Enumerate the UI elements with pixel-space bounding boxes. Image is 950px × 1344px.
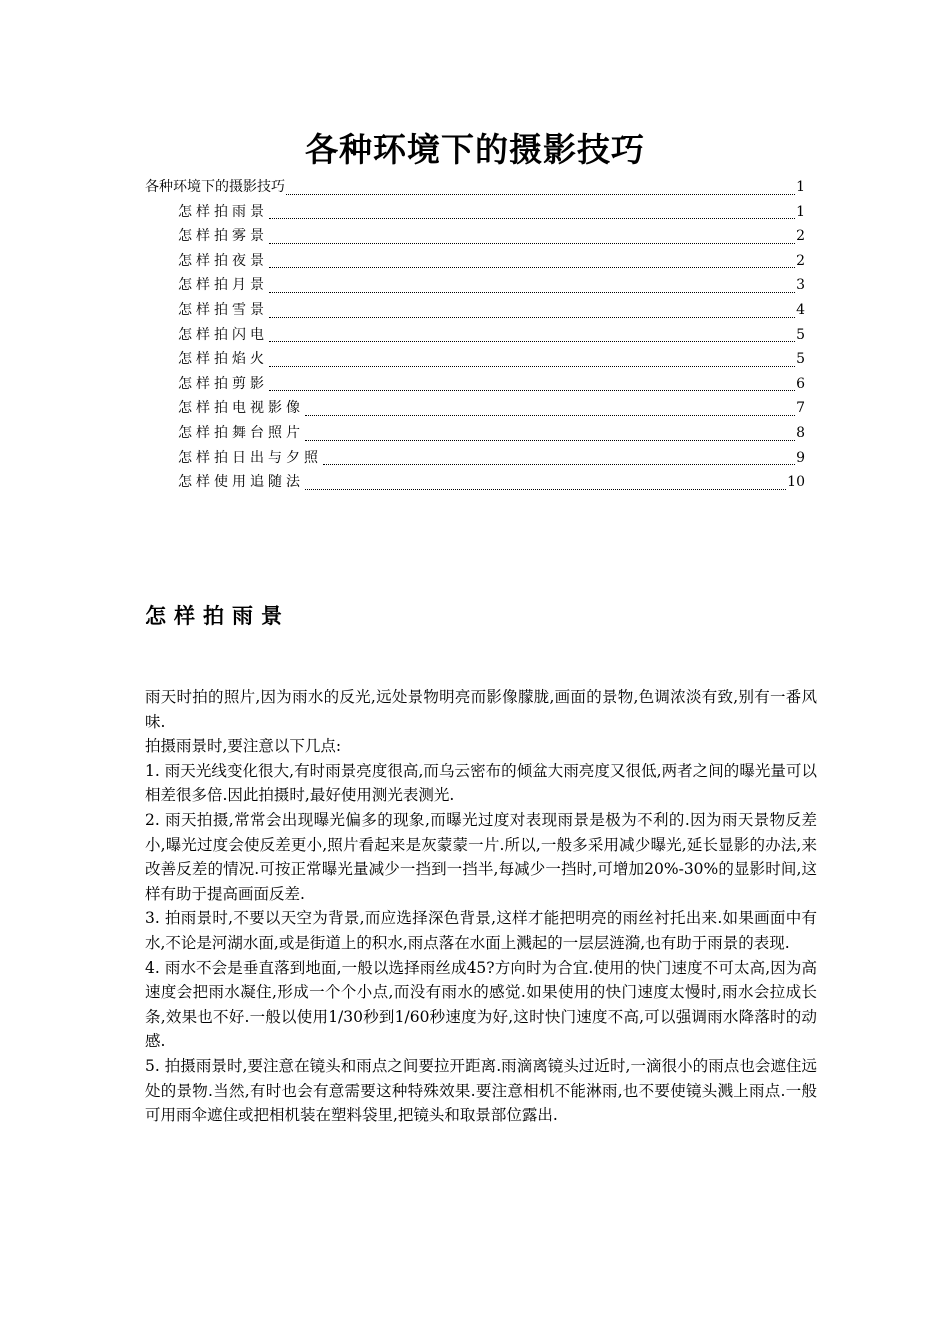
toc-entry[interactable] bbox=[145, 372, 805, 397]
toc-leader-dots bbox=[269, 365, 795, 367]
section-body bbox=[145, 685, 817, 1128]
toc-page-number: 1 bbox=[796, 179, 805, 195]
toc-entry-label: 怎样拍舞台照片 bbox=[178, 424, 304, 441]
toc-entry[interactable] bbox=[145, 224, 805, 249]
toc-leader-dots bbox=[323, 463, 795, 465]
toc-entry[interactable] bbox=[145, 200, 805, 225]
paragraph: 2. 雨天拍摄,常常会出现曝光偏多的现象,而曝光过度对表现雨景是极为不利的.因为雨天景物反差小,曝光过度会使反差更小,照片看起来是灰蒙蒙一片.所以,一般多采用减少曝光,延长显影的办法,来改善反差的情况.可按正常曝光量减少一挡到一挡半,每减少一挡时,可增加20%-30%的显影时间,这样有助于提高画面反差. bbox=[145, 810, 817, 903]
toc-page-number: 5 bbox=[796, 326, 805, 343]
toc-leader-dots bbox=[305, 414, 795, 416]
toc-page-number: 1 bbox=[796, 203, 805, 220]
toc-leader-dots bbox=[269, 316, 795, 318]
toc-leader-dots bbox=[269, 291, 795, 293]
paragraph: 5. 拍摄雨景时,要注意在镜头和雨点之间要拉开距离.雨滴离镜头过近时,一滴很小的雨点也会遮住远处的景物.当然,有时也会有意需要这种特殊效果.要注意相机不能淋雨,也不要使镜头溅上雨点.一般可用雨伞遮住或把相机装在塑料袋里,把镜头和取景部位露出. bbox=[145, 1056, 817, 1125]
paragraph: 1. 雨天光线变化很大,有时雨景亮度很高,而乌云密布的倾盆大雨亮度又很低,两者之间的曝光量可以相差很多倍.因此拍摄时,最好使用测光表测光. bbox=[145, 761, 817, 805]
toc-leader-dots bbox=[286, 193, 795, 195]
toc-page-number: 3 bbox=[796, 277, 805, 294]
toc-entry[interactable] bbox=[145, 396, 805, 421]
toc-entry-label: 怎样拍雾景 bbox=[178, 228, 268, 245]
toc-entry-label: 各种环境下的摄影技巧 bbox=[145, 179, 285, 195]
toc-entry-label: 怎样拍闪电 bbox=[178, 326, 268, 343]
toc-entry-label: 怎样拍剪影 bbox=[178, 375, 268, 392]
toc-entry[interactable] bbox=[145, 273, 805, 298]
toc-leader-dots bbox=[269, 340, 795, 342]
toc-entry[interactable] bbox=[145, 323, 805, 348]
toc-leader-dots bbox=[269, 266, 795, 268]
toc-entry-label: 怎样拍雨景 bbox=[178, 203, 268, 220]
toc-entry[interactable] bbox=[145, 298, 805, 323]
toc-entry-label: 怎样拍日出与夕照 bbox=[178, 449, 322, 466]
toc-leader-dots bbox=[269, 242, 795, 244]
toc-leader-dots bbox=[269, 217, 795, 219]
toc-entry-label: 怎样使用追随法 bbox=[178, 474, 304, 491]
toc-page-number: 6 bbox=[796, 375, 805, 392]
toc-leader-dots bbox=[305, 488, 786, 490]
toc-leader-dots bbox=[269, 389, 795, 391]
toc-entry-main[interactable] bbox=[145, 175, 805, 200]
toc-page-number: 5 bbox=[796, 351, 805, 368]
section-heading: 怎样拍雨景 bbox=[145, 603, 290, 628]
paragraph: 3. 拍雨景时,不要以天空为背景,而应选择深色背景,这样才能把明亮的雨丝衬托出来.如果画面中有水,不论是河湖水面,或是街道上的积水,雨点落在水面上溅起的一层层涟漪,也有助于雨景的表现. bbox=[145, 909, 817, 952]
document-title: 各种环境下的摄影技巧 bbox=[305, 130, 645, 169]
toc-page-number: 4 bbox=[796, 301, 805, 318]
toc-page-number: 10 bbox=[787, 474, 805, 491]
toc-page-number: 2 bbox=[796, 228, 805, 245]
toc-page-number: 7 bbox=[796, 400, 805, 417]
toc-entry-label: 怎样拍电视影像 bbox=[178, 400, 304, 417]
toc-entry[interactable] bbox=[145, 421, 805, 446]
toc-page-number: 8 bbox=[796, 424, 805, 441]
toc-entry-label: 怎样拍雪景 bbox=[178, 301, 268, 318]
table-of-contents bbox=[145, 175, 805, 495]
toc-entry-label: 怎样拍月景 bbox=[178, 277, 268, 294]
toc-entry[interactable] bbox=[145, 446, 805, 471]
paragraph: 拍摄雨景时,要注意以下几点: bbox=[145, 737, 342, 756]
toc-entry[interactable] bbox=[145, 249, 805, 274]
toc-page-number: 9 bbox=[796, 449, 805, 466]
paragraph: 4. 雨水不会是垂直落到地面,一般以选择雨丝成45?方向时为合宜.使用的快门速度不可太高,因为高速度会把雨水凝住,形成一个个小点,而没有雨水的感觉.如果使用的快门速度太慢时,雨水会拉成长条,效果也不好.一般以使用1/30秒到1/60秒速度为好,这时快门速度不高,可以强调雨水降落时的动感. bbox=[145, 958, 817, 1051]
toc-entry-label: 怎样拍夜景 bbox=[178, 252, 268, 269]
paragraph: 雨天时拍的照片,因为雨水的反光,远处景物明亮而影像朦胧,画面的景物,色调浓淡有致,别有一番风味. bbox=[145, 688, 817, 731]
toc-entry[interactable] bbox=[145, 470, 805, 495]
toc-leader-dots bbox=[305, 439, 795, 441]
toc-entry-label: 怎样拍焰火 bbox=[178, 351, 268, 368]
toc-page-number: 2 bbox=[796, 252, 805, 269]
toc-entry[interactable] bbox=[145, 347, 805, 372]
